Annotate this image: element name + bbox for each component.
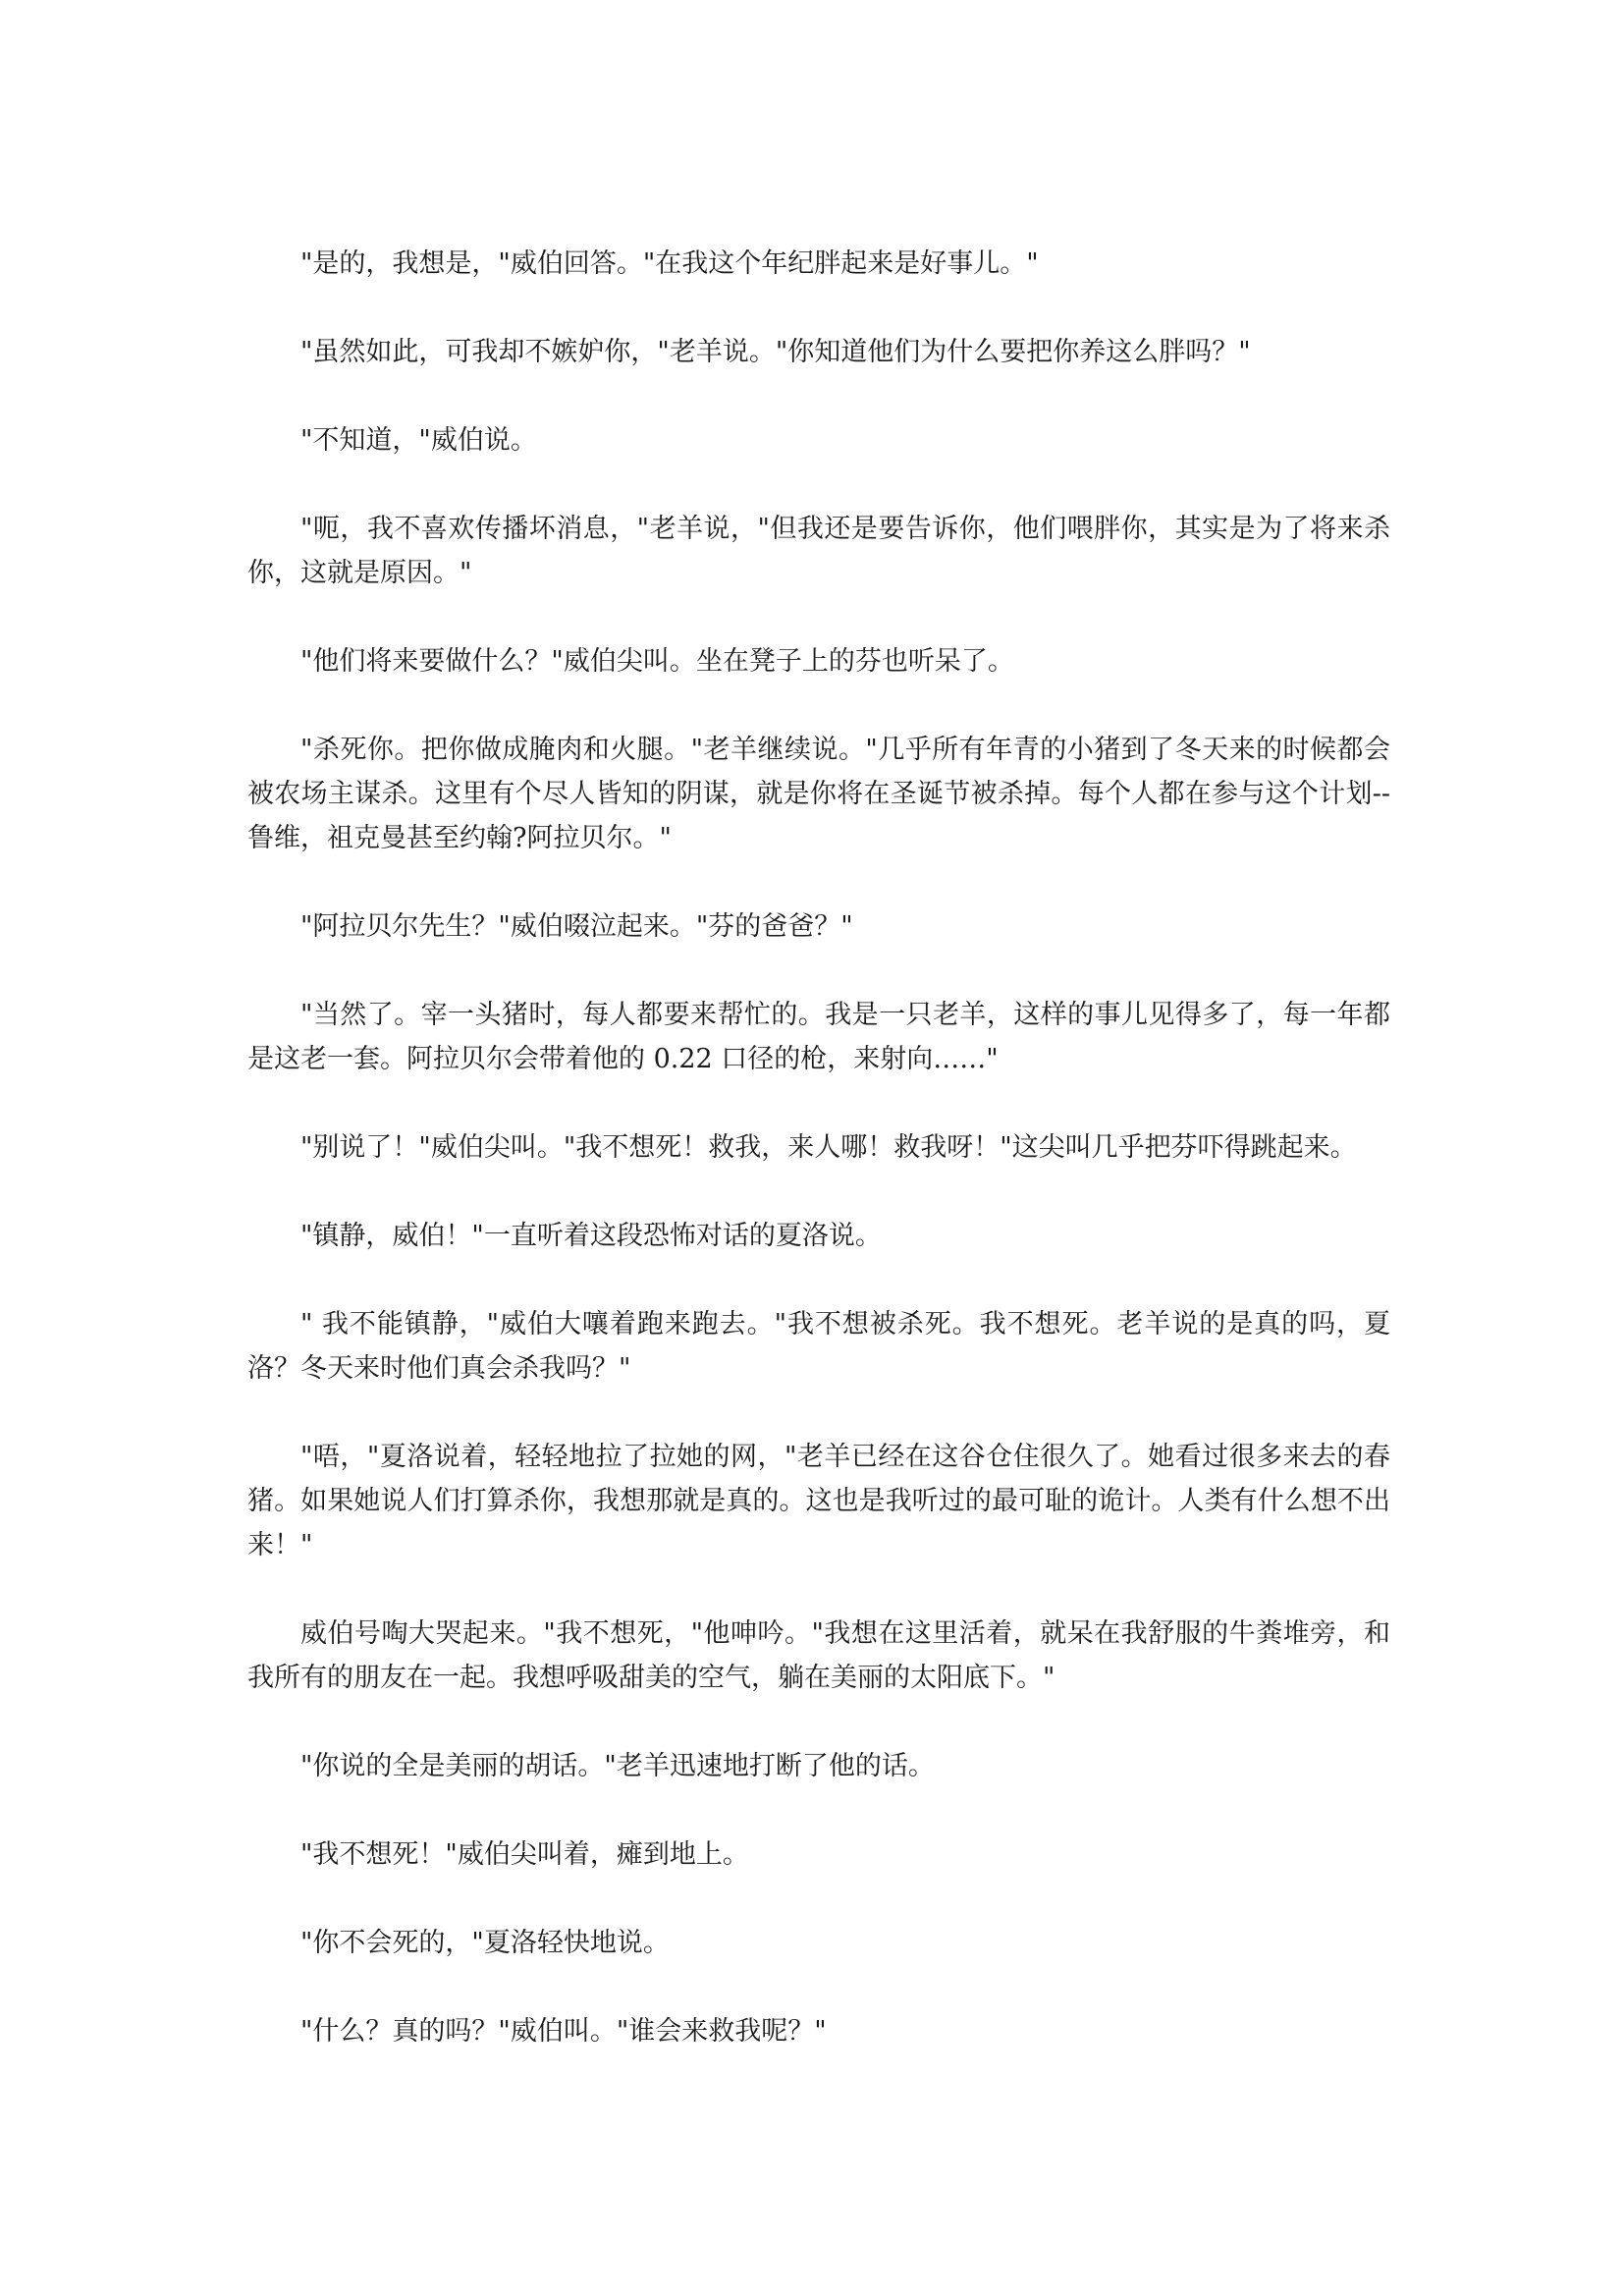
paragraph-9: "别说了！"威伯尖叫。"我不想死！救我，来人哪！救我呀！"这尖叫几乎把芬吓得跳起来。 (300, 1132, 1357, 1163)
paragraph-5: "他们将来要做什么？"威伯尖叫。坐在凳子上的芬也听呆了。 (300, 646, 1014, 677)
paragraph-6: "杀死你。把你做成腌肉和火腿。"老羊继续说。"几乎所有年青的小猪到了冬天来的时候都会被农场主谋杀。这里有个尽人皆知的阴谋，就是你将在圣诞节被杀掉。每个人都在参与这个计划--鲁维，祖克曼甚至约翰?阿拉贝尔。" (247, 735, 1390, 853)
paragraph-15: "我不想死！"威伯尖叫着，瘫到地上。 (300, 1839, 749, 1870)
paragraph-8: "当然了。宰一头猪时，每人都要来帮忙的。我是一只老羊，这样的事儿见得多了，每一年都是这老一套。阿拉贝尔会带着他的 0.22 口径的枪，来射向……" (247, 1000, 1390, 1074)
paragraph-10: "镇静，威伯！"一直听着这段恐怖对话的夏洛说。 (300, 1221, 882, 1251)
paragraph-7: "阿拉贝尔先生？"威伯啜泣起来。"芬的爸爸？" (300, 911, 853, 942)
paragraph-1: "是的，我想是，"威伯回答。"在我这个年纪胖起来是好事儿。" (300, 248, 1039, 279)
paragraph-11: " 我不能镇静，"威伯大嚷着跑来跑去。"我不想被杀死。我不想死。老羊说的是真的吗，夏洛？冬天来时他们真会杀我吗？" (247, 1309, 1390, 1384)
paragraph-14: "你说的全是美丽的胡话。"老羊迅速地打断了他的话。 (300, 1751, 935, 1781)
paragraph-17: "什么？真的吗？"威伯叫。"谁会来救我呢？" (300, 2016, 827, 2047)
paragraph-12: "唔，"夏洛说着，轻轻地拉了拉她的网，"老羊已经在这谷仓住很久了。她看过很多来去的春猪。如果她说人们打算杀你，我想那就是真的。这也是我听过的最可耻的诡计。人类有什么想不出来！" (247, 1442, 1390, 1560)
paragraph-13: 威伯号啕大哭起来。"我不想死，"他呻吟。"我想在这里活着，就呆在我舒服的牛粪堆旁，和我所有的朋友在一起。我想呼吸甜美的空气，躺在美丽的太阳底下。" (247, 1618, 1390, 1693)
paragraph-2: "虽然如此，可我却不嫉妒你，"老羊说。"你知道他们为什么要把你养这么胖吗？" (300, 337, 1251, 367)
paragraph-4: "呃，我不喜欢传播坏消息，"老羊说，"但我还是要告诉你，他们喂胖你，其实是为了将来杀你，这就是原因。" (247, 514, 1390, 588)
body-text (247, 242, 1390, 2098)
paragraph-16: "你不会死的，"夏洛轻快地说。 (300, 1928, 670, 1958)
paragraph-3: "不知道，"威伯说。 (300, 425, 537, 456)
